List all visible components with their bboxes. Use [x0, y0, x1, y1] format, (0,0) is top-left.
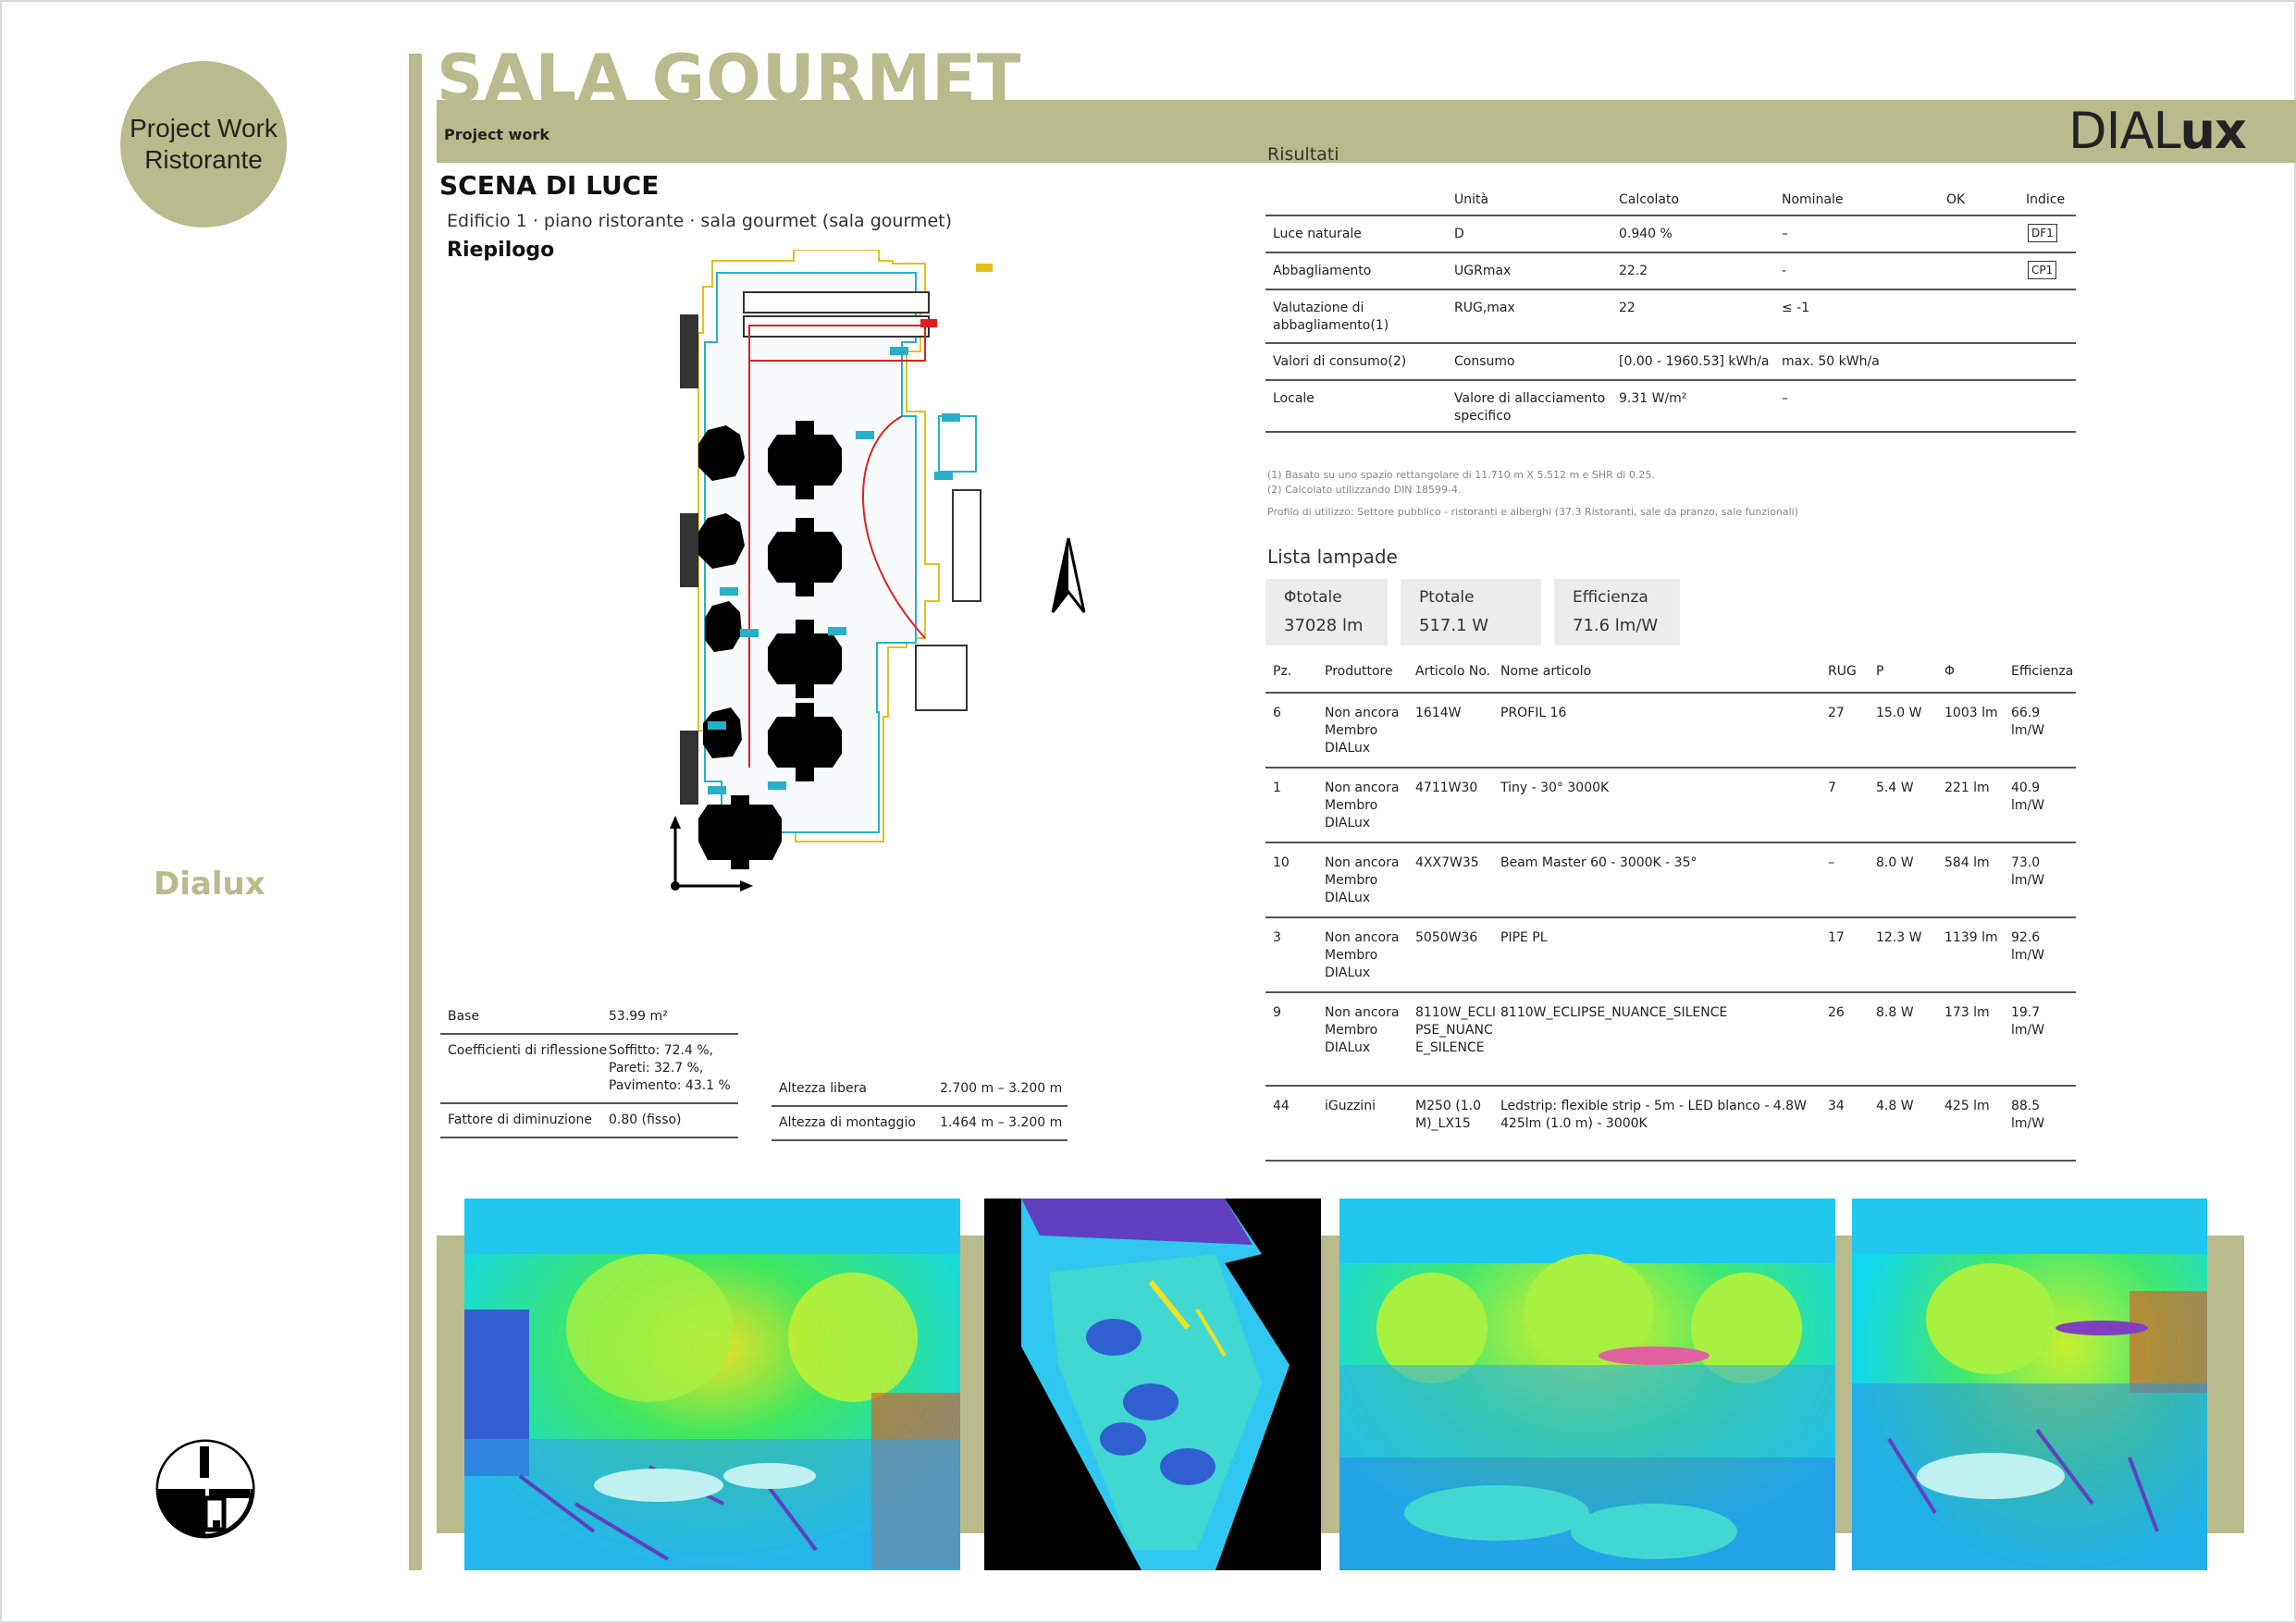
col-efficiency: Efficienza [2011, 664, 2074, 679]
cell-rug: 26 [1828, 1005, 1845, 1020]
col-power: P [1876, 664, 1884, 679]
cell-efficiency: 88.5 lm/W [2011, 1099, 2045, 1131]
cell-producer: Non ancora Membro DIALux [1325, 855, 1400, 905]
row-unit: D [1454, 227, 1464, 241]
col-producer: Produttore [1325, 664, 1393, 679]
row-name: Luce naturale [1273, 227, 1362, 241]
cell-pz: 1 [1273, 781, 1281, 795]
false-color-render-1 [464, 1199, 960, 1570]
band-subtitle: Project work [444, 126, 549, 143]
cell-article-no: 5050W36 [1415, 930, 1478, 945]
prop-value: 0.80 (fisso) [609, 1113, 682, 1127]
false-color-render-3 [1339, 1199, 1835, 1570]
cell-flux: 1003 lm [1944, 706, 1998, 720]
summary-efficiency [1554, 579, 1680, 646]
summary-label: Φtotale [1284, 588, 1342, 607]
row-nominal: – [1782, 227, 1788, 241]
cell-article-name: PROFIL 16 [1500, 706, 1567, 720]
table-row [1265, 694, 2076, 768]
cell-flux: 584 lm [1944, 855, 1990, 870]
row-unit: Valore di allacciamento specifico [1454, 391, 1606, 424]
summary-value: 71.6 lm/W [1573, 616, 1659, 635]
col-calc: Calcolato [1619, 192, 1680, 207]
cell-producer: Non ancora Membro DIALux [1325, 781, 1400, 830]
cell-producer: Non ancora Membro DIALux [1325, 706, 1400, 756]
note-3: Profilo di utilizzo: Settore pubblico - ristoranti e alberghi (37.3 Ristoranti, sale da pranzo, sale funzionali) [1267, 506, 1799, 518]
summary-label: Ptotale [1419, 588, 1475, 607]
table-row [1265, 252, 2076, 289]
row-name: Abbagliamento [1273, 264, 1372, 278]
col-article-name: Nome articolo [1500, 664, 1592, 679]
cell-rug: 27 [1828, 706, 1845, 720]
row-calc: [0.00 - 1960.53] kWh/a [1619, 354, 1770, 369]
prop-key: Altezza di montaggio [779, 1115, 916, 1130]
cell-flux: 425 lm [1944, 1099, 1990, 1113]
table-row [1265, 342, 2076, 379]
cell-article-no: M250 (1.0 M)_LX15 [1415, 1099, 1481, 1131]
col-unit: Unità [1454, 192, 1489, 207]
summary-label: Efficienza [1573, 588, 1648, 607]
cell-producer: Non ancora Membro DIALux [1325, 930, 1400, 980]
prop-row-base [440, 1001, 738, 1035]
col-pz: Pz. [1273, 664, 1292, 679]
row-unit: RUG,max [1454, 301, 1515, 315]
cell-efficiency: 66.9 lm/W [2011, 706, 2045, 738]
cell-pz: 10 [1273, 855, 1290, 870]
row-name: Valori di consumo(2) [1273, 354, 1407, 369]
height-properties [772, 1073, 1068, 1141]
results-table [1265, 215, 2076, 433]
lamp-list-heading: Lista lampade [1267, 546, 1398, 568]
side-label: Dialux [154, 866, 265, 903]
cell-efficiency: 92.6 lm/W [2011, 930, 2045, 963]
row-calc: 9.31 W/m² [1619, 391, 1687, 406]
row-name: Locale [1273, 391, 1315, 406]
main-vertical-rule [409, 54, 422, 1570]
cell-article-name: Tiny - 30° 3000K [1500, 781, 1610, 795]
prop-row-reflection [440, 1035, 738, 1104]
note-2: (2) Calcolato utilizzando DIN 18599-4. [1267, 484, 1462, 496]
prop-key: Altezza libera [779, 1081, 867, 1096]
row-nominal: max. 50 kWh/a [1782, 354, 1880, 369]
summary-flux [1265, 579, 1388, 646]
prop-value: 1.464 m – 3.200 m [940, 1115, 1063, 1130]
cell-article-name: 8110W_ECLIPSE_NUANCE_SILENCE [1500, 1005, 1728, 1020]
cell-pz: 3 [1273, 930, 1281, 945]
cell-article-no: 1614W [1415, 706, 1462, 720]
row-index[interactable]: CP1 [2028, 261, 2056, 279]
results-notes [1267, 468, 1798, 520]
cell-rug: 34 [1828, 1099, 1845, 1113]
row-calc: 22.2 [1619, 264, 1648, 278]
room-properties [440, 1001, 738, 1138]
col-index: Indice [2026, 192, 2066, 207]
cell-rug: 17 [1828, 930, 1845, 945]
brand-light: DIAL [2068, 102, 2180, 160]
floor-plan [648, 250, 1018, 906]
cell-producer: iGuzzini [1325, 1099, 1376, 1113]
table-row [1265, 1087, 2076, 1162]
prop-key: Base [448, 1009, 480, 1024]
cell-article-no: 8110W_ECLIPSE_NUANCE_SILENCE [1415, 1005, 1497, 1055]
row-nominal: – [1782, 391, 1788, 406]
col-rug: RUG [1828, 664, 1857, 679]
cell-article-name: Ledstrip: flexible strip - 5m - LED blanco - 4.8W 425lm (1.0 m) - 3000K [1500, 1099, 1807, 1131]
cell-efficiency: 19.7 lm/W [2011, 1005, 2045, 1038]
cell-rug: – [1828, 855, 1834, 870]
north-arrow-icon [1045, 536, 1092, 620]
project-badge [120, 61, 287, 227]
cell-pz: 9 [1273, 1005, 1281, 1020]
row-calc: 0.940 % [1619, 227, 1673, 241]
col-nominal: Nominale [1782, 192, 1844, 207]
row-name: Valutazione di abbagliamento(1) [1273, 301, 1389, 333]
cell-efficiency: 73.0 lm/W [2011, 855, 2045, 888]
table-row [1265, 918, 2076, 993]
scene-summary: Riepilogo [447, 239, 555, 262]
results-header [1265, 187, 2076, 215]
cell-flux: 221 lm [1944, 781, 1990, 795]
cell-efficiency: 40.9 lm/W [2011, 781, 2045, 813]
brand-bold: ux [2179, 102, 2246, 160]
table-row [1265, 843, 2076, 918]
summary-value: 37028 lm [1284, 616, 1364, 635]
row-calc: 22 [1619, 301, 1636, 315]
prop-value: 53.99 m² [609, 1009, 668, 1024]
table-row [1265, 289, 2076, 342]
summary-power [1401, 579, 1541, 646]
cell-flux: 173 lm [1944, 1005, 1990, 1020]
note-1: (1) Basato su uno spazio rettangolare di 11.710 m X 5.512 m e SHR di 0.25. [1267, 469, 1655, 481]
prop-row-factor [440, 1104, 738, 1138]
cell-pz: 6 [1273, 706, 1281, 720]
table-row [1265, 993, 2076, 1087]
cell-rug: 7 [1828, 781, 1836, 795]
badge-line-2: Ristorante [144, 145, 263, 174]
prop-value: Soffitto: 72.4 %, Pareti: 32.7 %, Pavimento: 43.1 % [609, 1043, 731, 1093]
cell-power: 12.3 W [1876, 930, 1922, 945]
prop-row-mount-height [772, 1107, 1068, 1141]
cell-article-name: PIPE PL [1500, 930, 1548, 945]
lamp-table [1265, 694, 2076, 1162]
row-unit: Consumo [1454, 354, 1515, 369]
cell-power: 5.4 W [1876, 781, 1914, 795]
false-color-render-4 [1852, 1199, 2207, 1570]
summary-value: 517.1 W [1419, 616, 1489, 635]
badge-line-1: Project Work [130, 114, 278, 142]
lamp-table-header [1265, 658, 2076, 694]
row-unit: UGRmax [1454, 264, 1512, 278]
cell-article-no: 4711W30 [1415, 781, 1478, 795]
cell-flux: 1139 lm [1944, 930, 1998, 945]
table-row [1265, 215, 2076, 252]
col-flux: Φ [1944, 664, 1956, 679]
cell-pz: 44 [1273, 1099, 1290, 1113]
page-title: SALA GOURMET [437, 41, 1022, 117]
false-color-render-2 [984, 1199, 1321, 1570]
col-ok: OK [1946, 192, 1966, 207]
cell-power: 8.8 W [1876, 1005, 1914, 1020]
table-row [1265, 768, 2076, 843]
results-label: Risultati [1267, 144, 1339, 165]
prop-value: 2.700 m – 3.200 m [940, 1081, 1063, 1096]
cell-article-name: Beam Master 60 - 3000K - 35° [1500, 855, 1697, 870]
cell-power: 15.0 W [1876, 706, 1922, 720]
cell-power: 4.8 W [1876, 1099, 1914, 1113]
cell-power: 8.0 W [1876, 855, 1914, 870]
scene-heading: SCENA DI LUCE [439, 170, 660, 201]
row-nominal: - [1782, 264, 1787, 278]
row-index[interactable]: DF1 [2028, 224, 2057, 242]
table-row [1265, 379, 2076, 433]
prop-key: Coefficienti di riflessione [448, 1043, 608, 1058]
cell-producer: Non ancora Membro DIALux [1325, 1005, 1400, 1055]
prop-row-clear-height [772, 1073, 1068, 1107]
studio-logo-icon [155, 1439, 255, 1539]
scene-path: Edificio 1 · piano ristorante · sala gourmet (sala gourmet) [447, 211, 952, 231]
row-nominal: ≤ -1 [1782, 301, 1810, 315]
dialux-brand [2068, 102, 2246, 160]
cell-article-no: 4XX7W35 [1415, 855, 1479, 870]
prop-key: Fattore di diminuzione [448, 1113, 592, 1127]
col-article-no: Articolo No. [1415, 664, 1491, 679]
